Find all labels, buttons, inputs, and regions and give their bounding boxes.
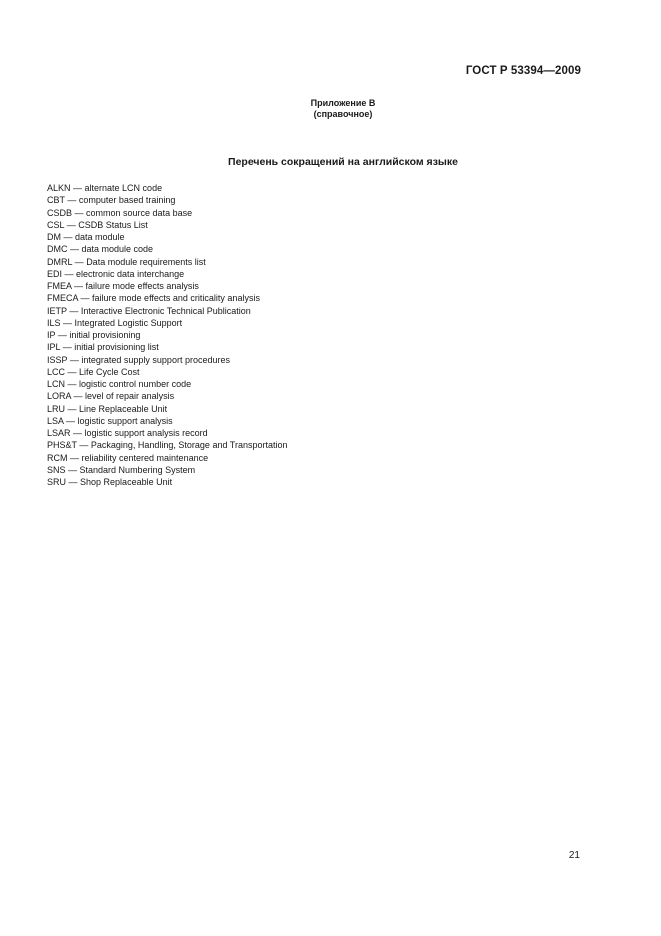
abbreviation-item [47,439,288,451]
abbreviation-term: LSA [47,415,64,426]
abbreviation-meaning: electronic data interchange [76,268,185,279]
abbreviation-meaning: common source data base [86,207,193,218]
abbreviation-meaning: data module code [81,244,154,255]
abbreviation-separator: — [65,366,80,377]
abbreviation-meaning: failure mode effects analysis [85,281,199,291]
abbreviation-separator: — [67,244,82,255]
abbreviation-separator: — [65,403,80,414]
abbreviation-separator: — [66,305,81,316]
abbreviation-meaning: Packaging, Handling, Storage and Transportation [90,440,288,451]
abbreviation-item [47,231,288,243]
abbreviation-separator: — [70,428,85,438]
abbreviation-meaning: alternate LCN code [84,183,163,193]
abbreviation-item [47,476,288,488]
abbreviation-item [47,452,288,464]
appendix-title: Приложение В [310,98,376,108]
abbreviation-item [47,280,288,292]
abbreviation-meaning: logistic support analysis record [84,428,208,438]
abbreviation-meaning: initial provisioning [69,330,141,340]
abbreviation-term: IPL [47,342,61,353]
abbreviation-item [47,415,288,427]
abbreviation-term: DM [47,232,61,242]
abbreviation-meaning: logistic control number code [79,379,192,389]
abbreviation-term: DMC [47,244,68,255]
abbreviation-meaning: integrated supply support procedures [81,354,230,365]
abbreviation-separator: — [61,232,76,242]
abbreviation-term: LRU [47,403,66,414]
abbreviation-separator: — [60,342,75,353]
abbreviation-separator: — [71,281,86,291]
appendix-heading [0,98,661,120]
abbreviation-separator: — [60,317,75,328]
abbreviation-term: ISSP [47,354,68,365]
abbreviation-item [47,268,288,280]
abbreviation-item [47,354,288,366]
abbreviation-meaning: level of repair analysis [85,391,175,402]
abbreviation-meaning: initial provisioning list [74,342,159,353]
abbreviation-separator: — [63,415,78,426]
abbreviation-term: CBT [47,195,65,206]
abbreviation-item [47,390,288,402]
abbreviation-meaning: computer based training [78,195,176,206]
abbreviation-separator: — [55,330,70,340]
abbreviation-term: FMEA [47,281,72,291]
abbreviation-term: CSL [47,219,65,230]
abbreviation-term: SNS [47,464,66,475]
abbreviation-meaning: failure mode effects and criticality analysis [92,293,260,304]
abbreviation-separator: — [76,440,91,451]
abbreviation-separator: — [62,268,77,279]
abbreviation-separator: — [70,183,85,193]
abbreviation-term: RCM [47,452,68,463]
abbreviation-meaning: Line Replaceable Unit [79,403,168,414]
abbreviation-term: LORA [47,391,72,402]
abbreviation-separator: — [67,452,82,463]
abbreviation-meaning: logistic support analysis [77,415,173,426]
section-title: Перечень сокращений на английском языке [228,156,458,168]
abbreviation-item [47,182,288,194]
abbreviation-item [47,317,288,329]
appendix-subtitle: (справочное) [313,109,373,119]
abbreviation-meaning: Shop Replaceable Unit [80,477,173,487]
abbreviation-separator: — [65,379,80,389]
abbreviation-meaning: Life Cycle Cost [79,366,140,377]
abbreviation-separator: — [67,354,82,365]
abbreviation-meaning: Interactive Electronic Technical Publication [80,305,251,316]
abbreviation-item [47,256,288,268]
abbreviation-separator: — [66,477,81,487]
abbreviation-term: CSDB [47,207,73,218]
abbreviation-item [47,403,288,415]
abbreviation-term: PHS&T [47,440,77,451]
abbreviation-term: DMRL [47,256,73,267]
abbreviation-item [47,464,288,476]
abbreviation-separator: — [71,391,86,402]
abbreviation-term: FMECA [47,293,79,304]
abbreviation-meaning: data module [75,232,125,242]
abbreviation-item [47,378,288,390]
abbreviation-item [47,292,288,304]
abbreviation-meaning: Data module requirements list [86,256,206,267]
abbreviation-item [47,194,288,206]
abbreviation-term: EDI [47,268,63,279]
abbreviation-item [47,207,288,219]
abbreviation-item [47,329,288,341]
document-code: ГОСТ Р 53394—2009 [465,65,581,77]
abbreviation-separator: — [72,256,87,267]
abbreviation-term: SRU [47,477,67,487]
abbreviation-term: IETP [47,305,67,316]
abbreviation-list [47,182,288,488]
abbreviation-term: ALKN [47,183,71,193]
abbreviation-term: LSAR [47,428,71,438]
abbreviation-meaning: Integrated Logistic Support [74,317,183,328]
abbreviation-term: IP [47,330,56,340]
abbreviation-meaning: reliability centered maintenance [81,452,209,463]
abbreviation-term: LCN [47,379,66,389]
abbreviation-separator: — [72,207,87,218]
abbreviation-item [47,341,288,353]
abbreviation-item [47,219,288,231]
abbreviation-item [47,366,288,378]
abbreviation-separator: — [64,195,79,206]
abbreviation-separator: — [65,464,80,475]
abbreviation-term: ILS [47,317,61,328]
abbreviation-term: LCC [47,366,66,377]
abbreviation-separator: — [78,293,93,304]
page-number: 21 [568,850,580,861]
abbreviation-meaning: CSDB Status List [78,219,148,230]
abbreviation-meaning: Standard Numbering System [79,464,196,475]
abbreviation-item [47,243,288,255]
abbreviation-separator: — [64,219,79,230]
abbreviation-item [47,427,288,439]
abbreviation-item [47,305,288,317]
